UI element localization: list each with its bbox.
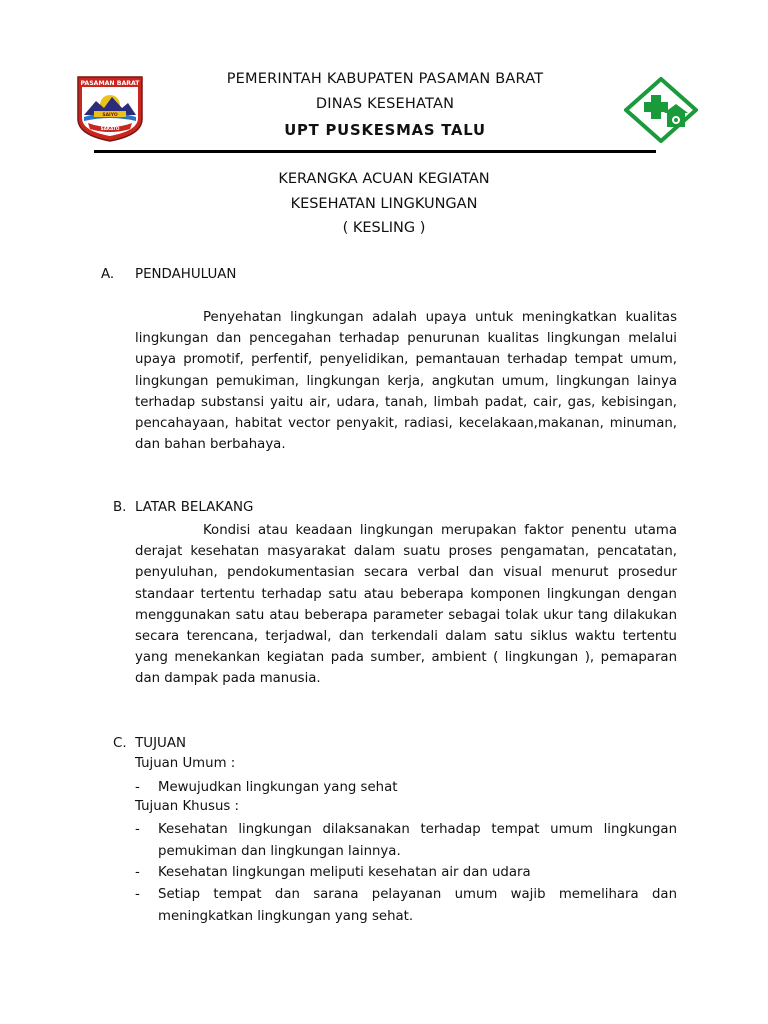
list-item [135, 862, 677, 884]
header-government-line: PEMERINTAH KABUPATEN PASAMAN BARAT [226, 71, 544, 87]
document-title-line1: KERANGKA ACUAN KEGIATAN [278, 171, 490, 187]
tujuan-khusus-label: Tujuan Khusus : [135, 799, 240, 814]
tujuan-umum-label: Tujuan Umum : [135, 756, 236, 771]
bullet-dash: - [135, 887, 140, 902]
list-item [135, 819, 677, 863]
pasaman-barat-emblem-icon [76, 75, 144, 143]
section-b-body: Kondisi atau keadaan lingkungan merupakan faktor penentu utama derajat kesehatan masyarakat dalam suatu proses pengamatan, pencatatan, penyuluhan, pendokumentasian secara verbal dan visual menurut prosedur standaar tertentu terhadap satu atau beberapa komponen lingkungan dengan menggunakan satu atau beberapa parameter sebagai tolak ukur tang dilakukan secara terencana, terjadwal, dan terkendali dalam satu siklus waktu tertentu yang menekankan kegiatan pada sumber, ambient ( lingkungan ), pemaparan dan dampak pada manusia. [135, 523, 677, 687]
svg-text:SAKATO: SAKATO [100, 126, 120, 131]
section-a-letter: A. [101, 267, 115, 282]
header-department-line: DINAS KESEHATAN [315, 96, 455, 112]
list-item [135, 777, 677, 799]
document-title-line2: KESEHATAN LINGKUNGAN [290, 196, 478, 212]
header-divider [94, 150, 656, 153]
section-a-paragraph [135, 307, 677, 455]
svg-text:SAIYO: SAIYO [102, 113, 118, 118]
section-c-heading: C. TUJUAN [113, 736, 187, 751]
puskesmas-logo-icon [624, 77, 698, 143]
tujuan-khusus-item: Kesehatan lingkungan dilaksanakan terhadap tempat umum lingkungan pemukiman dan lingkungan lainnya. [158, 822, 677, 859]
section-a-body: Penyehatan lingkungan adalah upaya untuk meningkatkan kualitas lingkungan dan pencegahan terhadap penurunan kualitas lingkungan melalui upaya promotif, perfentif, penyelidikan, pemantauan terhadap tempat umum, lingkungan pemukiman, lingkungan kerja, angkutan umum, lingkungan lainya terhadap substansi yaitu air, udara, tanah, limbah padat, cair, gas, kebisingan, pencahayaan, habitat vector penyakit, radiasi, kecelakaan,makanan, minuman, dan bahan berbahaya. [135, 310, 677, 453]
section-b-paragraph [135, 520, 677, 690]
bullet-dash: - [135, 865, 140, 880]
section-b-heading: B. LATAR BELAKANG [113, 500, 254, 515]
svg-text:PASAMAN BARAT: PASAMAN BARAT [80, 80, 140, 87]
tujuan-umum-item: Mewujudkan lingkungan yang sehat [158, 780, 398, 795]
header-puskesmas-line: UPT PUSKESMAS TALU [284, 122, 486, 139]
bullet-dash: - [135, 780, 140, 795]
list-item [135, 884, 677, 928]
section-a-heading: PENDAHULUAN [135, 267, 237, 282]
document-title-line3: ( KESLING ) [342, 220, 426, 236]
tujuan-khusus-item: Kesehatan lingkungan meliputi kesehatan air dan udara [158, 865, 531, 880]
bullet-dash: - [135, 822, 140, 837]
tujuan-khusus-item: Setiap tempat dan sarana pelayanan umum wajib memelihara dan meningkatkan lingkungan yang sehat. [158, 887, 677, 924]
